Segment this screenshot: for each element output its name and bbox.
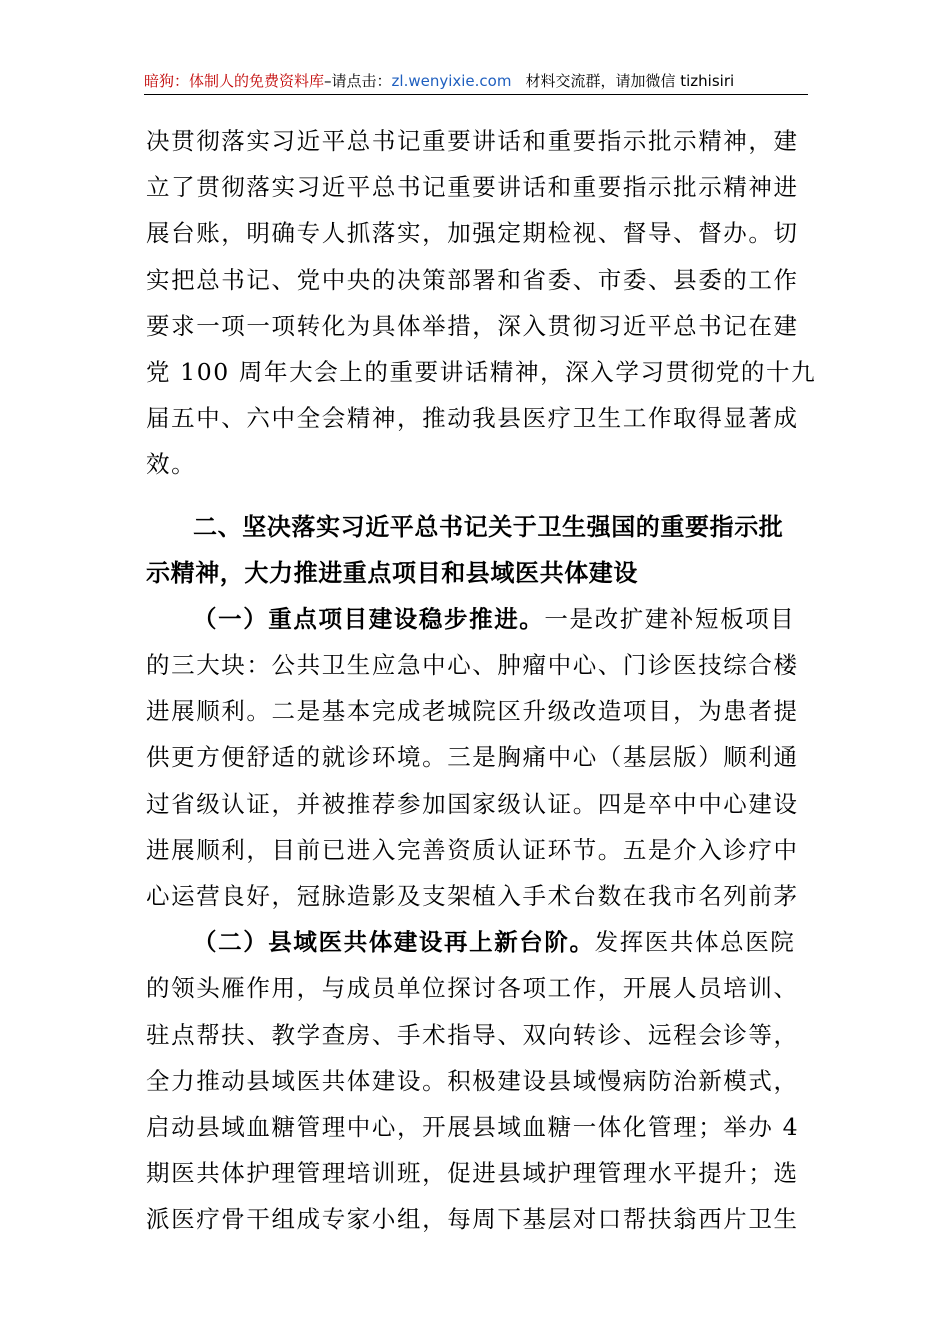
text-line: 全力推动县域医共体建设。积极建设县域慢病防治新模式， [146,1066,799,1095]
item-1-first-rest: 一是改扩建补短板项目 [544,604,796,633]
text-line: 供更方便舒适的就诊环境。三是胸痛中心（基层版）顺利通 [146,743,799,772]
text-line: 进展顺利，目前已进入完善资质认证环节。五是介入诊疗中 [146,835,799,864]
text-line: 过省级认证，并被推荐参加国家级认证。四是卒中中心建设 [146,789,799,818]
text-line: 效。 [146,450,197,479]
text-line: 决贯彻落实习近平总书记重要讲话和重要指示批示精神，建 [146,127,799,155]
text-line: 派医疗骨干组成专家小组，每周下基层对口帮扶翁西片卫生 [146,1205,799,1234]
header-wechat-note: 材料交流群，请加微信 tizhisiri [525,72,735,90]
header-url-link[interactable]: zl.wenyixie.com [391,72,512,90]
text-line: 进展顺利。二是基本完成老城院区升级改造项目，为患者提 [146,697,799,726]
text-line: 届五中、六中全会精神，推动我县医疗卫生工作取得显著成 [146,404,799,433]
item-2-paragraph [146,919,810,1242]
item-1-paragraph [146,596,810,919]
paragraph-1 [146,118,817,488]
text-line: 的领头雁作用，与成员单位探讨各项工作，开展人员培训、 [146,974,799,1003]
document-body [146,118,817,1243]
item-1-lead: （一）重点项目建设稳步推进。 [193,604,545,633]
text-line: 党 100 周年大会上的重要讲话精神，深入学习贯彻党的十九 [146,357,817,386]
text-line: 启动县域血糖管理中心，开展县域血糖一体化管理；举办 4 [146,1112,800,1141]
text-line: 的三大块：公共卫生应急中心、肿瘤中心、门诊医技综合楼 [146,651,799,680]
text-line: 心运营良好，冠脉造影及支架植入手术台数在我市名列前茅 [146,882,799,910]
text-line: 期医共体护理管理培训班，促进县域护理管理水平提升；选 [146,1159,799,1188]
text-line: 实把总书记、党中央的决策部署和省委、市委、县委的工作 [146,265,799,294]
section-2-heading [146,504,810,596]
text-line: 驻点帮扶、教学查房、手术指导、双向转诊、远程会诊等， [146,1020,799,1049]
page-header [144,68,808,95]
text-line: 要求一项一项转化为具体举措，深入贯彻习近平总书记在建 [146,311,799,340]
text-line: 立了贯彻落实习近平总书记重要讲话和重要指示批示精神进 [146,173,799,202]
heading-line: 二、坚决落实习近平总书记关于卫生强国的重要指示批 [193,512,784,541]
item-2-lead: （二）县域医共体建设再上新台阶。 [193,928,595,957]
item-2-first-rest: 发挥医共体总医院 [594,928,796,957]
header-click-prompt: –请点击： [324,72,392,90]
text-line: 展台账，明确专人抓落实，加强定期检视、督导、督办。切 [146,219,799,248]
heading-line: 示精神，大力推进重点项目和县域医共体建设 [146,558,638,587]
header-site-name: 暗狗：体制人的免费资料库 [144,72,325,90]
